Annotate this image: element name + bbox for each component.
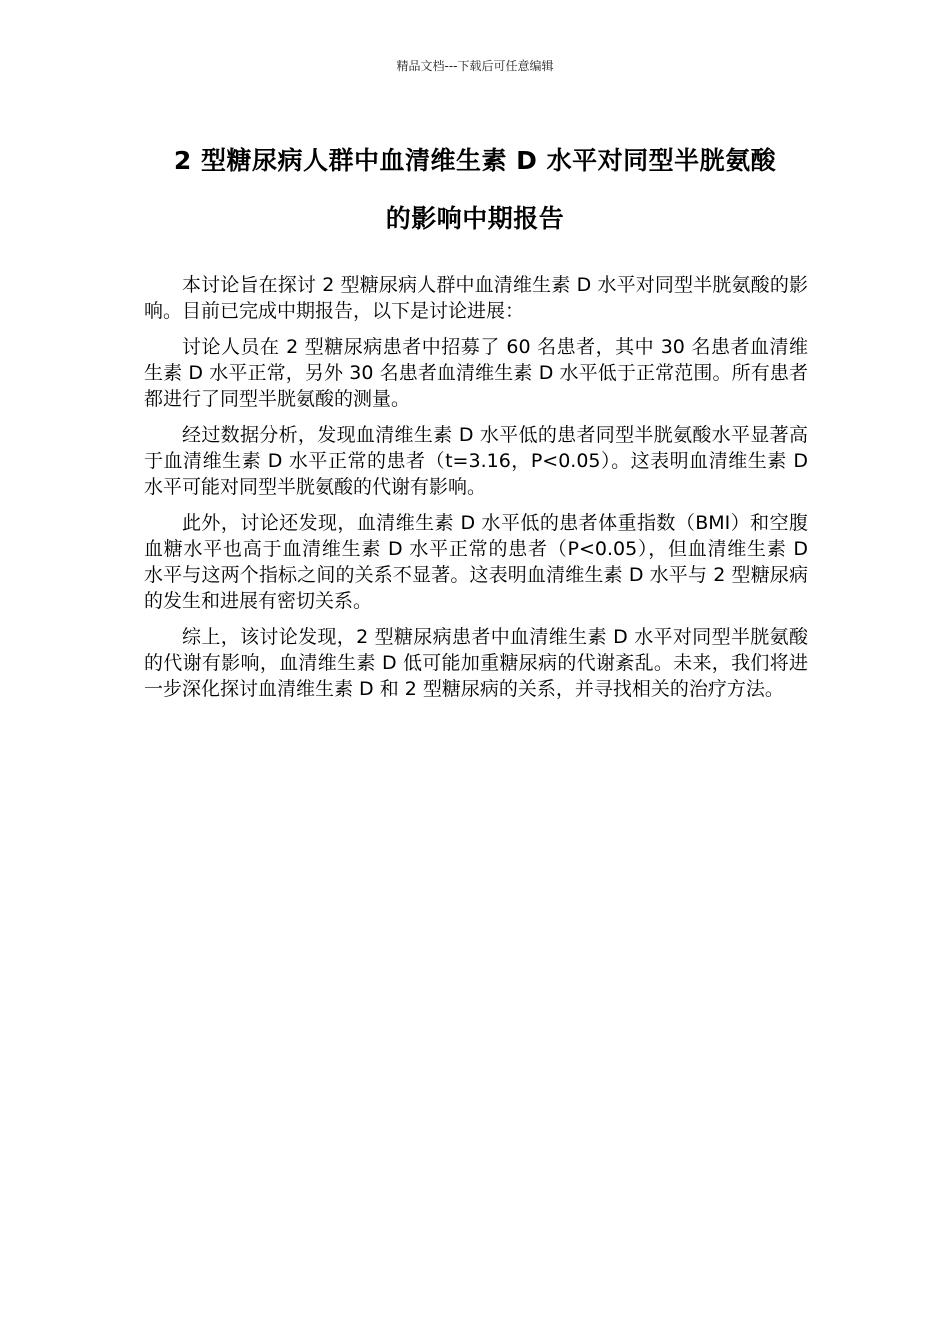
paragraph-additional-findings: 此外，讨论还发现，血清维生素 D 水平低的患者体重指数（BMI）和空腹血糖水平也高于血清维生素 D 水平正常的患者（P<0.05），但血清维生素 D 水平与这两个指标之间的关系不显著。这表明血清维生素 D 水平与 2 型糖尿病的发生和进展有密切关系。 <box>144 512 808 612</box>
paragraph-analysis: 经过数据分析，发现血清维生素 D 水平低的患者同型半胱氨酸水平显著高于血清维生素 D 水平正常的患者（t=3.16，P<0.05）。这表明血清维生素 D 水平可能对同型半胱氨酸的代谢有影响。 <box>144 424 808 498</box>
paragraph-intro: 本讨论旨在探讨 2 型糖尿病人群中血清维生素 D 水平对同型半胱氨酸的影响。目前已完成中期报告，以下是讨论进展： <box>144 274 808 322</box>
paragraph-participants: 讨论人员在 2 型糖尿病患者中招募了 60 名患者，其中 30 名患者血清维生素 D 水平正常，另外 30 名患者血清维生素 D 水平低于正常范围。所有患者都进行了同型半胱氨酸的测量。 <box>144 336 808 410</box>
document-title <box>140 132 810 248</box>
title-line-1: 2 型糖尿病人群中血清维生素 D 水平对同型半胱氨酸 <box>173 146 777 175</box>
paragraph-conclusion: 综上，该讨论发现，2 型糖尿病患者中血清维生素 D 水平对同型半胱氨酸的代谢有影响，血清维生素 D 低可能加重糖尿病的代谢紊乱。未来，我们将进一步深化探讨血清维生素 D 和 2 型糖尿病的关系，并寻找相关的治疗方法。 <box>144 626 808 700</box>
title-line-2: 的影响中期报告 <box>385 204 565 233</box>
page-header: 精品文档---下载后可任意编辑 <box>396 59 554 73</box>
document-body <box>144 272 808 712</box>
